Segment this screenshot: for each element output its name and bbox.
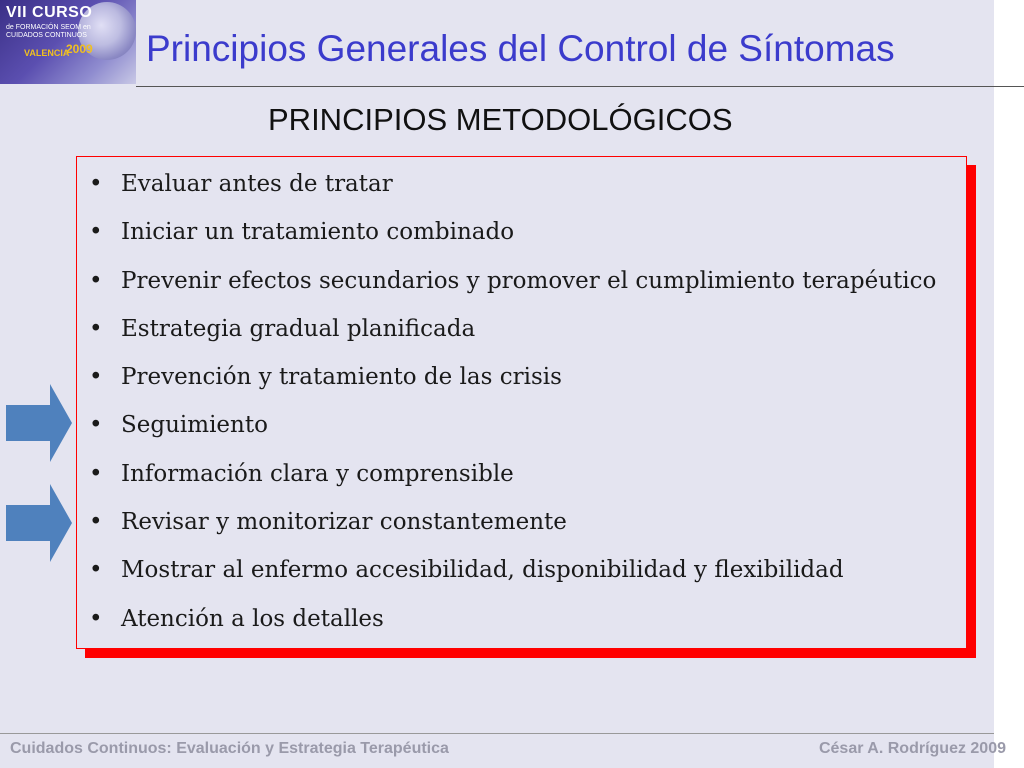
logo-year: 2009	[66, 42, 93, 56]
right-arrow-icon	[6, 384, 72, 462]
list-item	[89, 356, 936, 404]
list-item	[89, 308, 936, 356]
bullet-icon: •	[89, 267, 103, 294]
footer-divider	[0, 733, 994, 734]
bullet-icon: •	[89, 509, 103, 536]
list-item-text: Mostrar al enfermo accesibilidad, disponibilidad y flexibilidad	[121, 557, 844, 584]
logo-course-subtitle: de FORMACIÓN SEOM en CUIDADOS CONTINUOS	[6, 24, 91, 39]
list-item	[89, 260, 936, 308]
course-logo	[0, 0, 136, 84]
list-item-text: Prevenir efectos secundarios y promover el cumplimiento terapéutico	[121, 267, 937, 294]
bullet-icon: •	[89, 364, 103, 391]
principles-list	[89, 163, 936, 646]
list-item-text: Iniciar un tratamiento combinado	[121, 219, 515, 246]
list-item	[89, 453, 936, 501]
list-item	[89, 501, 936, 549]
bullet-icon: •	[89, 460, 103, 487]
list-item	[89, 404, 936, 452]
title-divider	[136, 86, 1024, 87]
list-item-text: Estrategia gradual planificada	[121, 315, 476, 342]
bullet-icon: •	[89, 219, 103, 246]
right-arrow-icon	[6, 484, 72, 562]
list-item	[89, 163, 936, 211]
slide-subtitle: PRINCIPIOS METODOLÓGICOS	[268, 102, 733, 137]
list-item-text: Revisar y monitorizar constantemente	[121, 509, 567, 536]
logo-location: VALENCIA	[24, 48, 70, 58]
list-item	[89, 598, 936, 646]
list-item-text: Atención a los detalles	[121, 605, 384, 632]
list-item-text: Seguimiento	[121, 412, 268, 439]
list-item	[89, 549, 936, 597]
logo-course-title: VII CURSO	[6, 4, 93, 21]
right-margin-strip	[994, 0, 1024, 768]
list-item-text: Información clara y comprensible	[121, 460, 514, 487]
list-item-text: Prevención y tratamiento de las crisis	[121, 364, 562, 391]
list-item	[89, 211, 936, 259]
bullet-icon: •	[89, 171, 103, 197]
bullet-icon: •	[89, 605, 103, 632]
content-box	[76, 156, 967, 649]
footer-author: César A. Rodríguez 2009	[818, 740, 1006, 757]
bullet-icon: •	[89, 557, 103, 584]
slide-title: Principios Generales del Control de Síntomas	[146, 28, 895, 69]
footer-course-name: Cuidados Continuos: Evaluación y Estrategia Terapéutica	[10, 740, 449, 757]
bullet-icon: •	[89, 412, 103, 439]
bullet-icon: •	[89, 315, 103, 342]
list-item-text: Evaluar antes de tratar	[121, 171, 393, 197]
